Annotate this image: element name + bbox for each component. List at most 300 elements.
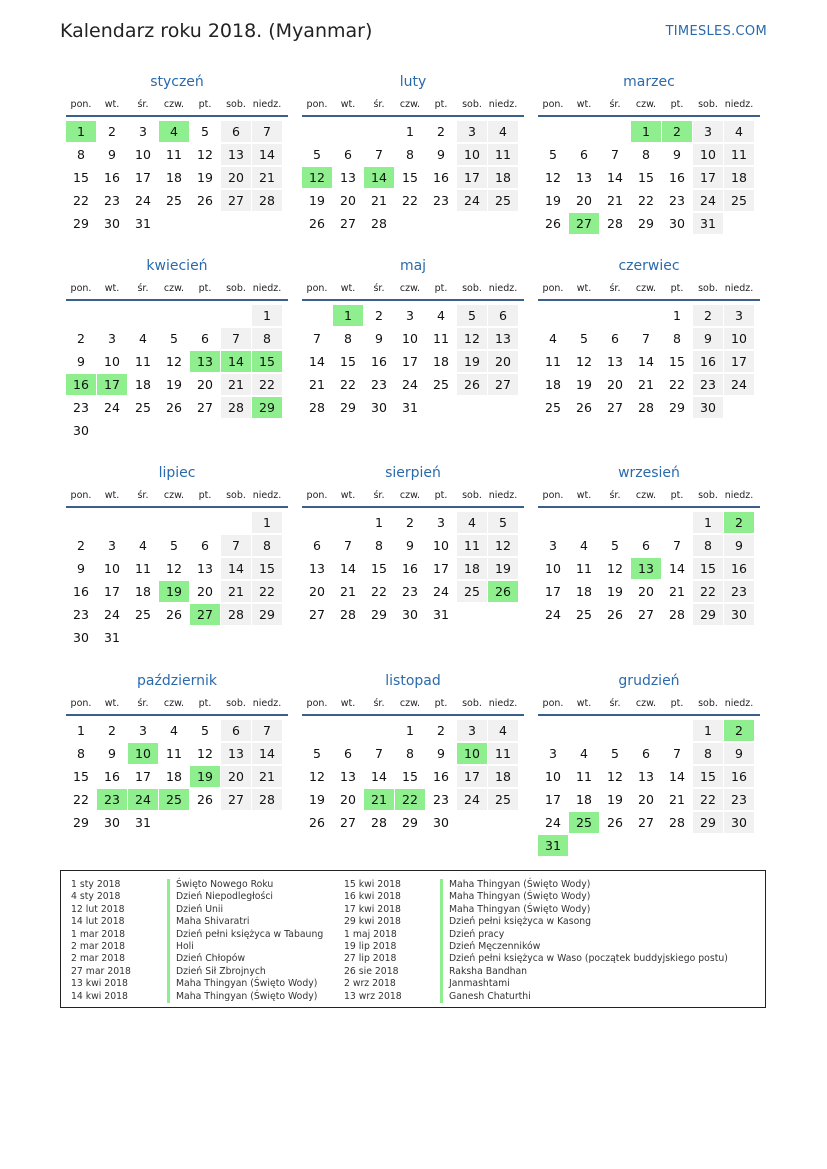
weekday-label: śr. — [373, 698, 385, 709]
day-cell: 2 — [437, 124, 445, 139]
day-cell: 14 — [340, 561, 356, 576]
weekday-label: pon. — [306, 490, 328, 501]
day-grid — [538, 305, 760, 418]
weekday-label: czw. — [399, 283, 421, 294]
holiday-name: Dzień Chłopów — [167, 953, 245, 965]
holiday-day-cell: 2 — [662, 121, 692, 142]
day-cell: 22 — [252, 374, 282, 395]
day-cell: 19 — [309, 792, 325, 807]
weekday-label: wt. — [104, 698, 120, 709]
month-name: maj — [399, 258, 427, 274]
day-cell: 30 — [693, 397, 723, 418]
month-name: październik — [137, 673, 217, 689]
weekday-label: wt. — [576, 490, 592, 501]
empty-day-cell — [302, 512, 332, 533]
weekday-header — [66, 487, 288, 504]
day-cell: 28 — [340, 607, 356, 622]
day-cell: 9 — [108, 147, 116, 162]
day-cell: 5 — [201, 124, 209, 139]
day-cell: 7 — [252, 720, 282, 741]
day-cell: 12 — [197, 746, 213, 761]
day-cell: 17 — [135, 769, 151, 784]
day-cell: 24 — [457, 789, 487, 810]
day-cell: 14 — [669, 769, 685, 784]
weekday-label: czw. — [635, 99, 657, 110]
day-grid — [66, 512, 288, 648]
day-cell: 13 — [221, 743, 251, 764]
day-cell: 6 — [201, 331, 209, 346]
holiday-date: 13 wrz 2018 — [344, 990, 402, 1002]
month-1 — [66, 72, 288, 234]
holiday-day-cell: 25 — [159, 789, 189, 810]
day-cell: 28 — [221, 397, 251, 418]
weekday-header — [538, 487, 760, 504]
holiday-name: Dzień pracy — [440, 929, 504, 941]
holiday-date: 2 mar 2018 — [71, 953, 126, 965]
holiday-name: Dzień Sił Zbrojnych — [167, 966, 266, 978]
day-cell: 13 — [638, 769, 654, 784]
weekday-label: czw. — [635, 283, 657, 294]
holiday-name: Maha Shivaratri — [167, 916, 249, 928]
day-cell: 7 — [673, 746, 681, 761]
day-cell: 17 — [457, 167, 487, 188]
day-cell: 11 — [135, 561, 151, 576]
weekday-label: wt. — [340, 283, 356, 294]
holiday-date: 26 sie 2018 — [344, 965, 399, 977]
day-cell: 16 — [724, 558, 754, 579]
day-cell: 17 — [545, 584, 561, 599]
day-cell: 28 — [252, 789, 282, 810]
weekday-label: niedz. — [252, 698, 282, 709]
holiday-name: Dzień Męczenników — [440, 941, 540, 953]
day-cell: 30 — [371, 400, 387, 415]
day-cell: 23 — [433, 792, 449, 807]
weekday-label: pt. — [198, 698, 212, 709]
day-cell: 5 — [611, 746, 619, 761]
weekday-header — [538, 280, 760, 297]
month-name: listopad — [385, 673, 441, 689]
day-cell: 3 — [549, 746, 557, 761]
weekday-label: sob. — [698, 698, 718, 709]
holiday-day-cell: 25 — [569, 812, 599, 833]
empty-day-cell — [221, 512, 251, 533]
day-cell: 13 — [340, 170, 356, 185]
day-cell: 19 — [607, 792, 623, 807]
day-cell: 17 — [402, 354, 418, 369]
day-cell: 15 — [402, 170, 418, 185]
day-cell: 3 — [108, 538, 116, 553]
day-cell: 20 — [309, 584, 325, 599]
weekday-header — [66, 280, 288, 297]
day-cell: 6 — [313, 538, 321, 553]
day-cell: 28 — [371, 815, 387, 830]
day-cell: 5 — [580, 331, 588, 346]
day-cell: 17 — [693, 167, 723, 188]
empty-day-cell — [333, 512, 363, 533]
day-grid — [538, 121, 760, 234]
day-cell: 4 — [139, 331, 147, 346]
month-2 — [302, 72, 524, 234]
day-cell: 11 — [166, 147, 182, 162]
day-cell: 31 — [402, 400, 418, 415]
day-cell: 13 — [221, 144, 251, 165]
day-cell: 30 — [433, 815, 449, 830]
holiday-name: Dzień Unii — [167, 904, 223, 916]
weekday-label: śr. — [373, 283, 385, 294]
holiday-day-cell: 14 — [364, 167, 394, 188]
day-cell: 1 — [406, 124, 414, 139]
weekday-label: sob. — [462, 698, 482, 709]
empty-day-cell — [302, 720, 332, 741]
day-cell: 12 — [309, 769, 325, 784]
weekday-label: śr. — [609, 490, 621, 501]
day-cell: 10 — [433, 538, 449, 553]
day-cell: 11 — [488, 144, 518, 165]
weekday-label: pon. — [70, 99, 92, 110]
day-cell: 16 — [371, 354, 387, 369]
day-cell: 27 — [340, 216, 356, 231]
day-cell: 29 — [693, 604, 723, 625]
empty-day-cell — [569, 305, 599, 326]
holiday-day-cell: 10 — [128, 743, 158, 764]
weekday-label: czw. — [163, 99, 185, 110]
day-cell: 26 — [457, 374, 487, 395]
day-cell: 10 — [402, 331, 418, 346]
day-cell: 26 — [545, 216, 561, 231]
day-cell: 9 — [108, 746, 116, 761]
day-cell: 2 — [375, 308, 383, 323]
empty-day-cell — [631, 512, 661, 533]
holiday-date: 16 kwi 2018 — [344, 891, 401, 903]
day-cell: 20 — [488, 351, 518, 372]
weekday-header — [538, 695, 760, 712]
day-cell: 31 — [104, 630, 120, 645]
weekday-label: sob. — [226, 99, 246, 110]
day-cell: 10 — [457, 144, 487, 165]
day-cell: 19 — [607, 584, 623, 599]
holiday-day-cell: 19 — [190, 766, 220, 787]
day-cell: 18 — [576, 584, 592, 599]
day-cell: 21 — [221, 374, 251, 395]
day-cell: 20 — [197, 584, 213, 599]
day-cell: 18 — [135, 377, 151, 392]
empty-day-cell — [97, 512, 127, 533]
day-cell: 3 — [437, 515, 445, 530]
day-grid — [66, 305, 288, 441]
day-cell: 16 — [433, 170, 449, 185]
day-cell: 15 — [73, 769, 89, 784]
weekday-label: pon. — [306, 99, 328, 110]
day-cell: 23 — [433, 193, 449, 208]
day-cell: 18 — [166, 170, 182, 185]
day-cell: 15 — [73, 170, 89, 185]
day-cell: 20 — [221, 766, 251, 787]
day-cell: 6 — [221, 121, 251, 142]
day-cell: 9 — [437, 746, 445, 761]
weekday-label: pt. — [670, 99, 684, 110]
day-cell: 17 — [104, 584, 120, 599]
weekday-label: sob. — [226, 283, 246, 294]
day-cell: 7 — [642, 331, 650, 346]
empty-day-cell — [66, 305, 96, 326]
day-cell: 11 — [724, 144, 754, 165]
holiday-day-cell: 19 — [159, 581, 189, 602]
day-cell: 15 — [402, 769, 418, 784]
month-11 — [302, 671, 524, 833]
day-cell: 19 — [576, 377, 592, 392]
day-cell: 30 — [73, 630, 89, 645]
holiday-date: 27 lip 2018 — [344, 953, 397, 965]
day-cell: 8 — [693, 743, 723, 764]
holiday-name: Dzień pełni księżyca w Kasong — [440, 916, 591, 928]
weekday-label: pon. — [306, 698, 328, 709]
day-cell: 11 — [545, 354, 561, 369]
day-cell: 14 — [607, 170, 623, 185]
day-cell: 13 — [607, 354, 623, 369]
day-cell: 1 — [252, 512, 282, 533]
day-cell: 26 — [197, 792, 213, 807]
holiday-day-cell: 23 — [97, 789, 127, 810]
day-cell: 13 — [197, 561, 213, 576]
day-cell: 17 — [135, 170, 151, 185]
day-cell: 26 — [576, 400, 592, 415]
day-cell: 6 — [611, 331, 619, 346]
day-cell: 12 — [488, 535, 518, 556]
day-cell: 19 — [545, 193, 561, 208]
empty-day-cell — [128, 512, 158, 533]
page-title: Kalendarz roku 2018. (Myanmar) — [60, 20, 373, 42]
weekday-label: pon. — [542, 283, 564, 294]
day-cell: 28 — [221, 604, 251, 625]
day-cell: 9 — [437, 147, 445, 162]
holiday-name: Maha Thingyan (Święto Wody) — [440, 879, 590, 891]
weekday-label: sob. — [698, 283, 718, 294]
day-cell: 28 — [252, 190, 282, 211]
weekday-label: śr. — [137, 490, 149, 501]
day-cell: 22 — [402, 193, 418, 208]
weekday-label: wt. — [104, 283, 120, 294]
day-cell: 10 — [545, 769, 561, 784]
day-cell: 21 — [252, 167, 282, 188]
day-cell: 16 — [73, 584, 89, 599]
day-cell: 5 — [457, 305, 487, 326]
weekday-label: pt. — [670, 698, 684, 709]
holiday-name: Dzień pełni księżyca w Waso (początek buddyjskiego postu) — [440, 953, 728, 965]
day-cell: 7 — [375, 746, 383, 761]
day-cell: 20 — [638, 584, 654, 599]
month-6 — [538, 256, 760, 418]
holiday-name: Święto Nowego Roku — [167, 879, 273, 891]
holiday-day-cell: 17 — [97, 374, 127, 395]
empty-day-cell — [631, 305, 661, 326]
day-cell: 24 — [433, 584, 449, 599]
day-cell: 26 — [166, 400, 182, 415]
empty-day-cell — [538, 305, 568, 326]
day-cell: 18 — [457, 558, 487, 579]
header-divider — [538, 299, 760, 301]
day-cell: 9 — [673, 147, 681, 162]
month-4 — [66, 256, 288, 441]
holiday-name: Janmashtami — [440, 978, 510, 990]
weekday-label: czw. — [635, 698, 657, 709]
day-cell: 28 — [669, 815, 685, 830]
empty-day-cell — [333, 720, 363, 741]
day-cell: 21 — [607, 193, 623, 208]
day-cell: 12 — [197, 147, 213, 162]
day-cell: 17 — [433, 561, 449, 576]
day-cell: 9 — [724, 535, 754, 556]
month-8 — [302, 463, 524, 625]
day-cell: 22 — [252, 581, 282, 602]
holiday-day-cell: 26 — [488, 581, 518, 602]
day-cell: 7 — [673, 538, 681, 553]
weekday-header — [302, 96, 524, 113]
empty-day-cell — [600, 305, 630, 326]
day-cell: 22 — [73, 193, 89, 208]
holiday-name: Maha Thingyan (Święto Wody) — [167, 978, 317, 990]
day-grid — [538, 512, 760, 625]
day-cell: 8 — [77, 746, 85, 761]
day-cell: 11 — [433, 331, 449, 346]
day-cell: 8 — [406, 147, 414, 162]
day-cell: 8 — [673, 331, 681, 346]
weekday-label: czw. — [399, 490, 421, 501]
header-divider — [66, 115, 288, 117]
day-cell: 14 — [309, 354, 325, 369]
day-cell: 17 — [724, 351, 754, 372]
empty-day-cell — [538, 720, 568, 741]
day-cell: 5 — [313, 147, 321, 162]
empty-day-cell — [631, 720, 661, 741]
day-cell: 3 — [693, 121, 723, 142]
weekday-label: pt. — [198, 490, 212, 501]
day-cell: 24 — [104, 400, 120, 415]
holiday-day-cell: 13 — [190, 351, 220, 372]
day-cell: 21 — [340, 584, 356, 599]
weekday-label: pt. — [434, 698, 448, 709]
brand-link[interactable]: TIMESLES.COM — [665, 24, 767, 39]
empty-day-cell — [600, 512, 630, 533]
holiday-name: Maha Thingyan (Święto Wody) — [440, 904, 590, 916]
weekday-header — [66, 695, 288, 712]
day-cell: 9 — [77, 354, 85, 369]
day-cell: 12 — [166, 354, 182, 369]
day-cell: 4 — [488, 121, 518, 142]
day-cell: 22 — [73, 792, 89, 807]
empty-day-cell — [569, 512, 599, 533]
weekday-label: śr. — [609, 283, 621, 294]
empty-day-cell — [364, 121, 394, 142]
weekday-label: wt. — [576, 99, 592, 110]
day-cell: 15 — [693, 558, 723, 579]
day-cell: 21 — [371, 193, 387, 208]
day-cell: 9 — [375, 331, 383, 346]
day-cell: 8 — [693, 535, 723, 556]
weekday-label: czw. — [399, 698, 421, 709]
holiday-date: 14 kwi 2018 — [71, 990, 128, 1002]
weekday-label: czw. — [163, 490, 185, 501]
weekday-label: wt. — [340, 99, 356, 110]
day-cell: 3 — [724, 305, 754, 326]
holiday-name: Holi — [167, 941, 194, 953]
day-cell: 24 — [545, 607, 561, 622]
day-cell: 17 — [457, 766, 487, 787]
holiday-name: Maha Thingyan (Święto Wody) — [440, 891, 590, 903]
holiday-date: 2 wrz 2018 — [344, 978, 396, 990]
day-cell: 23 — [669, 193, 685, 208]
day-cell: 1 — [406, 723, 414, 738]
weekday-label: niedz. — [724, 698, 754, 709]
weekday-label: śr. — [137, 283, 149, 294]
day-cell: 24 — [693, 190, 723, 211]
weekday-label: sob. — [462, 99, 482, 110]
weekday-label: czw. — [163, 698, 185, 709]
weekday-label: śr. — [373, 490, 385, 501]
day-cell: 8 — [406, 746, 414, 761]
day-cell: 18 — [724, 167, 754, 188]
day-cell: 3 — [139, 723, 147, 738]
weekday-label: pt. — [434, 490, 448, 501]
day-cell: 12 — [166, 561, 182, 576]
header-divider — [302, 115, 524, 117]
day-cell: 30 — [669, 216, 685, 231]
day-cell: 20 — [221, 167, 251, 188]
day-cell: 20 — [197, 377, 213, 392]
day-cell: 31 — [693, 213, 723, 234]
day-cell: 9 — [693, 328, 723, 349]
day-cell: 18 — [166, 769, 182, 784]
weekday-label: niedz. — [724, 283, 754, 294]
weekday-label: niedz. — [252, 99, 282, 110]
day-cell: 26 — [607, 815, 623, 830]
empty-day-cell — [302, 121, 332, 142]
day-cell: 1 — [693, 720, 723, 741]
day-cell: 23 — [402, 584, 418, 599]
month-10 — [66, 671, 288, 833]
day-cell: 11 — [576, 769, 592, 784]
empty-day-cell — [159, 512, 189, 533]
day-cell: 18 — [576, 792, 592, 807]
weekday-label: śr. — [373, 99, 385, 110]
weekday-label: niedz. — [488, 698, 518, 709]
empty-day-cell — [569, 121, 599, 142]
day-cell: 1 — [252, 305, 282, 326]
weekday-label: sob. — [462, 490, 482, 501]
day-cell: 13 — [340, 769, 356, 784]
header-divider — [302, 714, 524, 716]
day-cell: 25 — [135, 400, 151, 415]
empty-day-cell — [97, 305, 127, 326]
holiday-day-cell: 24 — [128, 789, 158, 810]
holiday-date: 14 lut 2018 — [71, 916, 125, 928]
day-grid — [302, 720, 524, 833]
day-cell: 20 — [340, 193, 356, 208]
header-divider — [302, 299, 524, 301]
day-cell: 7 — [221, 535, 251, 556]
day-cell: 30 — [104, 216, 120, 231]
day-cell: 27 — [221, 789, 251, 810]
day-cell: 29 — [340, 400, 356, 415]
day-cell: 8 — [252, 535, 282, 556]
day-cell: 12 — [576, 354, 592, 369]
day-cell: 1 — [673, 308, 681, 323]
day-cell: 14 — [371, 769, 387, 784]
day-cell: 5 — [170, 538, 178, 553]
holiday-day-cell: 27 — [190, 604, 220, 625]
holiday-day-cell: 13 — [631, 558, 661, 579]
month-name: lipiec — [158, 465, 196, 481]
day-cell: 21 — [669, 584, 685, 599]
